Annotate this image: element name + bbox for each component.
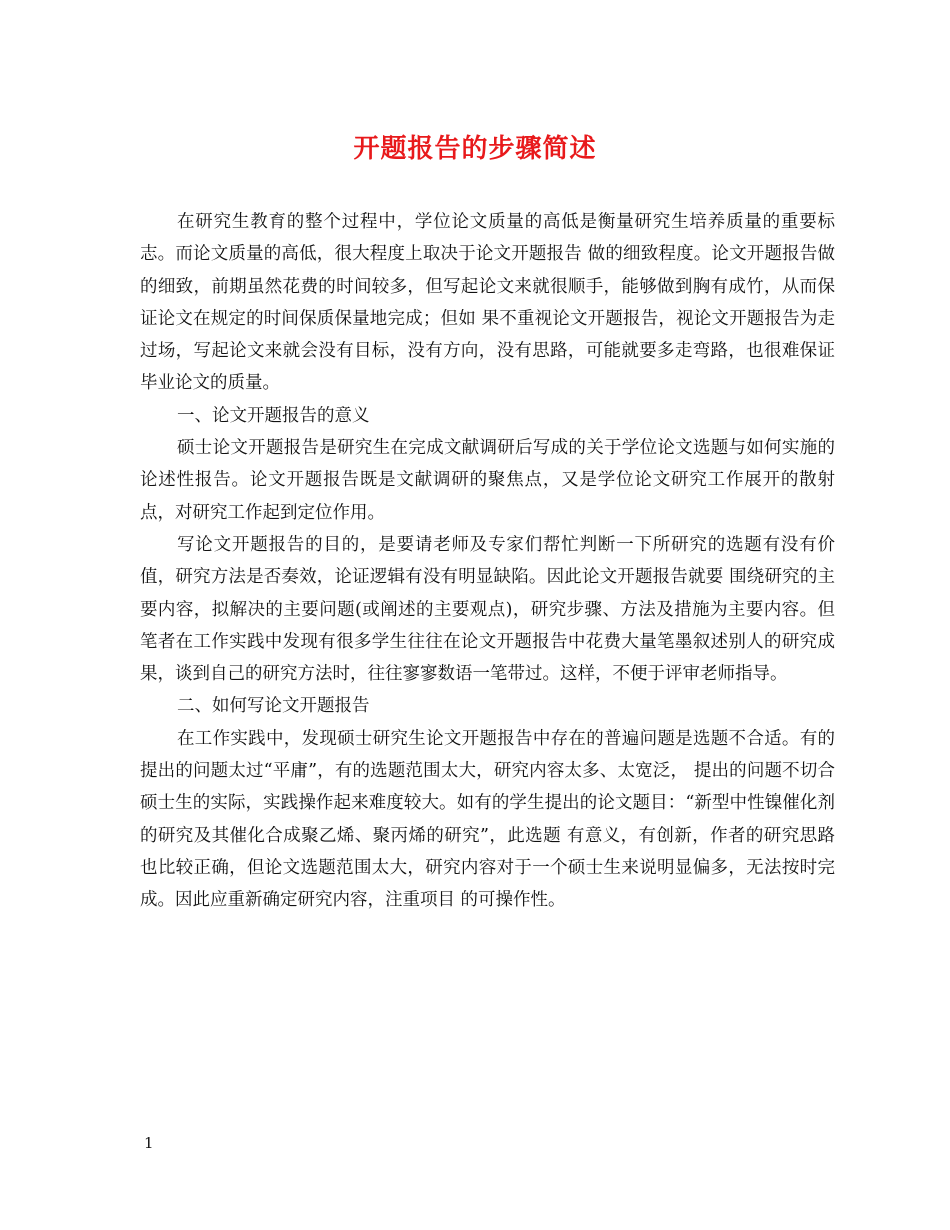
intro-paragraph: 在研究生教育的整个过程中，学位论文质量的高低是衡量研究生培养质量的重要标志。而论文质量的高低，很大程度上取决于论文开题报告 做的细致程度。论文开题报告做的细致，前期虽然花费的时间较多，但写起论文来就很顺手，能够做到胸有成竹，从而保证论文在规定的时间保质保量地完成；但如 果不重视论文开题报告，视论文开题报告为走过场，写起论文来就会没有目标，没有方向，没有思路，可能就要多走弯路，也很难保证毕业论文的质量。 bbox=[140, 212, 835, 394]
page-title: 开题报告的步骤简述 bbox=[353, 134, 597, 164]
section-heading-2: 二、如何写论文开题报告 bbox=[177, 696, 370, 717]
document-body bbox=[140, 206, 835, 917]
page-number: 1 bbox=[144, 1134, 154, 1152]
section-2-paragraph-1: 在工作实践中，发现硕士研究生论文开题报告中存在的普遍问题是选题不合适。有的提出的问题太过“平庸”，有的选题范围太大，研究内容太多、太宽泛， 提出的问题不切合硕士生的实际，实践操作起来难度较大。如有的学生提出的论文题目：“新型中性镍催化剂的研究及其催化合成聚乙烯、聚丙烯的研究”，此选题 有意义，有创新，作者的研究思路也比较正确，但论文选题范围太大，研究内容对于一个硕士生来说明显偏多，无法按时完成。因此应重新确定研究内容，注重项目 的可操作性。 bbox=[140, 728, 835, 911]
section-heading-1: 一、论文开题报告的意义 bbox=[177, 405, 370, 426]
section-1-paragraph-1: 硕士论文开题报告是研究生在完成文献调研后写成的关于学位论文选题与如何实施的论述性报告。论文开题报告既是文献调研的聚焦点，又是学位论文研究工作展开的散射点，对研究工作起到定位作用。 bbox=[140, 438, 835, 523]
section-1-paragraph-2: 写论文开题报告的目的，是要请老师及专家们帮忙判断一下所研究的选题有没有价值，研究方法是否奏效，论证逻辑有没有明显缺陷。因此论文开题报告就要 围绕研究的主要内容，拟解决的主要问题(或阐述的主要观点)，研究步骤、方法及措施为主要内容。但笔者在工作实践中发现有很多学生往往在论文开题报告中花费大量笔墨叙述别人的研究成果，谈到自己的研究方法时，往往寥寥数语一笔带过。这样，不便于评审老师指导。 bbox=[140, 534, 835, 685]
